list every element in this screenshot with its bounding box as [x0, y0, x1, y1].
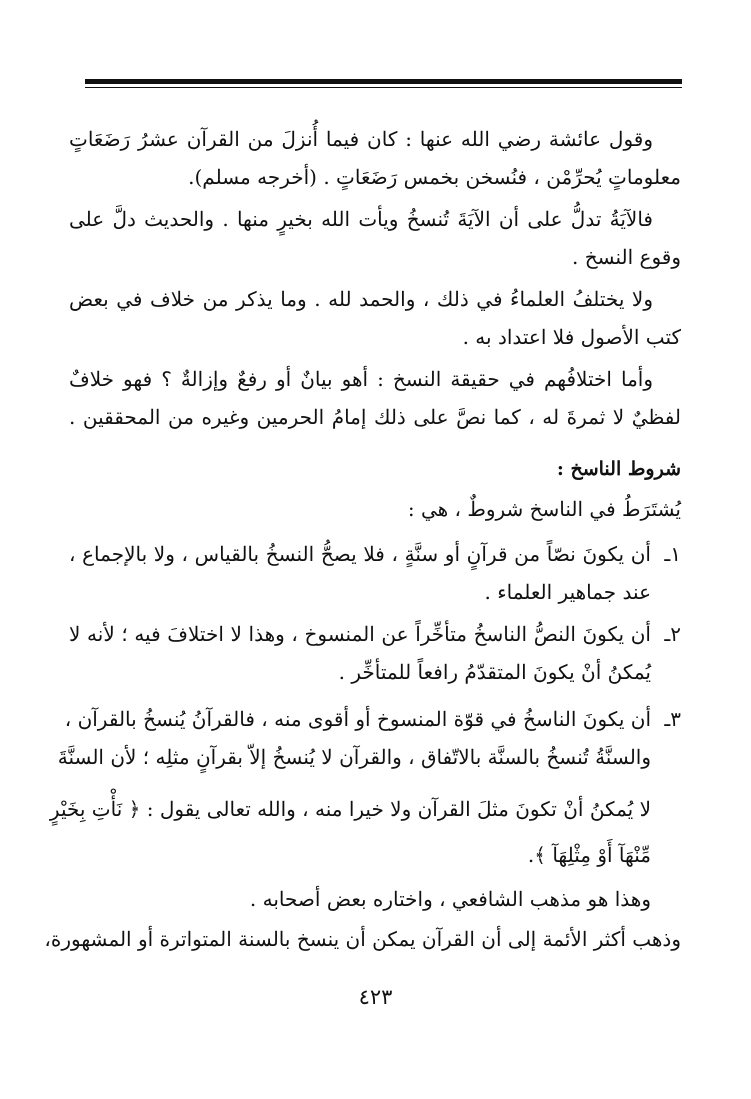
list-number: ٣ـ [664, 707, 681, 731]
paragraph-line: ولا يختلفُ العلماءُ في ذلك ، والحمد لله . وما يذكر من خلاف في بعض [69, 287, 653, 311]
header-rule-thick [85, 79, 682, 84]
paragraph-line: كتب الأصول فلا اعتداد به . [462, 325, 681, 349]
header-rule-thin [85, 87, 682, 88]
paragraph-line: لفظيٌ لا ثمرةَ له ، كما نصَّ على ذلك إمامُ الحرمين وغيره من المحققين . [69, 405, 681, 429]
list-item-1-continued: عند جماهير العلماء . [484, 580, 651, 604]
list-item-3: ٣ـأن يكونَ الناسخُ في قوّة المنسوخ أو أقوى منه ، فالقرآنُ يُنسخُ بالقرآن ، [69, 700, 681, 738]
paragraph-line: يُشتَرَطُ في الناسخ شروطٌ ، هي : [407, 497, 681, 521]
paragraph-line: وهذا هو مذهب الشافعي ، واختاره بعض أصحابه . [249, 887, 651, 911]
list-number: ٢ـ [664, 622, 681, 646]
paragraph-line: فالآيَةُ تدلُّ على أن الآيَةَ تُنسخُ ويأت الله بخيرٍ منها . والحديث دلَّ على [69, 207, 653, 231]
list-item-2-continued: يُمكنُ أنْ يكونَ المتقدّمُ رافعاً للمتأخِّر . [338, 660, 651, 684]
paragraph-line: وقوع النسخ . [572, 245, 681, 269]
list-item-1: ١ـأن يكونَ نصّاً من قرآنٍ أو سنَّةٍ ، فلا يصحُّ النسخُ بالقياس ، ولا بالإجماع ، [69, 535, 681, 573]
paragraph-line: معلوماتٍ يُحرِّمْن ، فنُسخن بخمس رَضَعَاتٍ . (أخرجه مسلم). [188, 165, 681, 189]
quran-verse-line: مِّنْهَآ أَوْ مِثْلِهَآ ﴾. [527, 843, 651, 867]
paragraph-line: وقول عائشة رضي الله عنها : كان فيما أُنزلَ من القرآن عشرُ رَضَعَاتٍ [69, 127, 653, 151]
list-number: ١ـ [664, 542, 681, 566]
paragraph-line: وذهب أكثر الأئمة إلى أن القرآن يمكن أن ينسخ بالسنة المتواترة أو المشهورة، [44, 927, 681, 951]
page-number: ٤٢٣ [358, 985, 393, 1009]
paragraph-line: وأما اختلافُهم في حقيقة النسخ : أهو بيانٌ أو رفعٌ وإزالةٌ ؟ فهو خلافٌ [69, 367, 653, 391]
section-heading: شروط الناسخ : [556, 458, 681, 480]
list-item-3-continued: لا يُمكنُ أنْ تكونَ مثلَ القرآن ولا خيرا منه ، والله تعالى يقول : ﴿ نَأْتِ بِخَيْرٍ [49, 797, 651, 821]
list-item-2: ٢ـأن يكونَ النصُّ الناسخُ متأخِّراً عن المنسوخ ، وهذا لا اختلافَ فيه ؛ لأنه لا [69, 615, 681, 653]
list-item-3-continued: والسنَّةُ تُنسخُ بالسنَّة بالاتّفاق ، والقرآن لا يُنسخُ إلاّ بقرآنٍ مثلِه ؛ لأن السنَّةَ [57, 745, 651, 769]
